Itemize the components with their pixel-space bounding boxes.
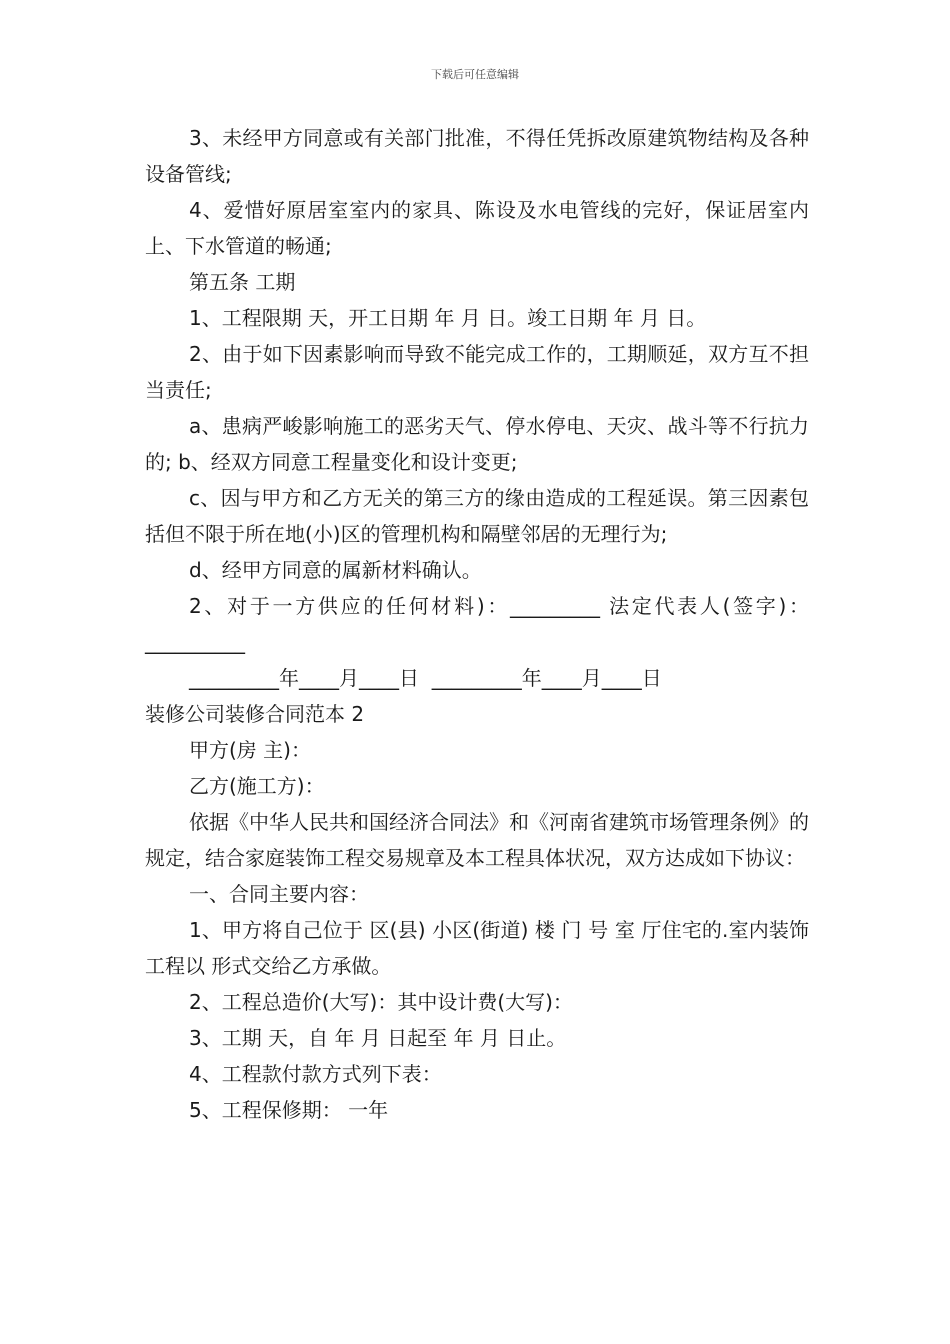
paragraph-item-c: c、因与甲方和乙方无关的第三方的缘由造成的工程延误。第三因素包括但不限于所在地(小)区的管理机构和隔壁邻居的无理行为; — [145, 486, 809, 546]
section-heading-article-5: 第五条 工期 — [189, 270, 296, 294]
paragraph-legal-basis: 依据《中华人民共和国经济合同法》和《河南省建筑市场管理条例》的规定，结合家庭装饰工程交易规章及本工程具体状况，双方达成如下协议： — [145, 810, 809, 870]
paragraph-item-2: 2、工程总造价(大写)：其中设计费(大写)： — [189, 990, 573, 1014]
paragraph-item-a-b: a、患病严峻影响施工的恶劣天气、停水停电、天灾、战斗等不行抗力的; b、经双方同意工程量变化和设计变更; — [145, 414, 809, 474]
paragraph-clause-3: 3、未经甲方同意或有关部门批准，不得任凭拆改原建筑物结构及各种设备管线; — [145, 126, 809, 186]
document-body — [145, 120, 809, 1128]
page-header-note: 下载后可任意编辑 — [431, 68, 519, 81]
paragraph-item-4: 4、工程款付款方式列下表： — [189, 1062, 442, 1086]
paragraph-clause-4: 4、爱惜好原居室室内的家具、陈设及水电管线的完好，保证居室内上、下水管道的畅通; — [145, 198, 809, 258]
paragraph-date-line: _________年____月____日 _________年____月____日 — [189, 666, 662, 690]
paragraph-duration: 1、工程限期 天，开工日期 年 月 日。竣工日期 年 月 日。 — [189, 306, 707, 330]
paragraph-item-5: 5、工程保修期： 一年 — [189, 1098, 389, 1122]
section-heading-main-content: 一、合同主要内容： — [189, 882, 369, 906]
paragraph-item-1: 1、甲方将自己位于 区(县) 小区(街道) 楼 门 号 室 厅住宅的.室内装饰工程以 形式交给乙方承做。 — [145, 918, 809, 978]
paragraph-party-b: 乙方(施工方)： — [189, 774, 325, 798]
paragraph-signature-line: 2、对于一方供应的任何材料)：_________ 法定代表人(签字)：__________ — [145, 594, 809, 654]
paragraph-delay-causes: 2、由于如下因素影响而导致不能完成工作的，工期顺延，双方互不担当责任; — [145, 342, 809, 402]
document-subtitle: 装修公司装修合同范本 2 — [145, 702, 365, 726]
paragraph-party-a: 甲方(房 主)： — [189, 738, 311, 762]
paragraph-item-d: d、经甲方同意的属新材料确认。 — [189, 558, 482, 582]
paragraph-item-3: 3、工期 天，自 年 月 日起至 年 月 日止。 — [189, 1026, 567, 1050]
